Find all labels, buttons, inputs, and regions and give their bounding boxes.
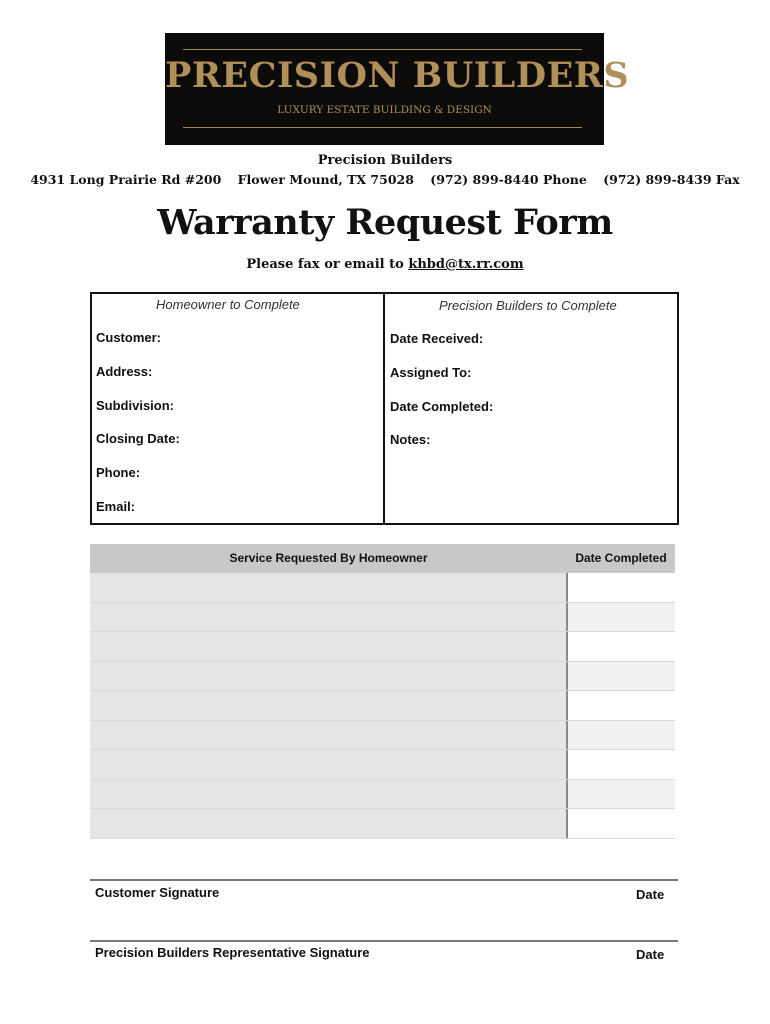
date-cell[interactable] bbox=[568, 691, 675, 720]
table-row bbox=[90, 809, 675, 839]
date-completed-column-header: Date Completed bbox=[575, 551, 667, 565]
company-logo bbox=[165, 33, 630, 145]
customer-signature-line[interactable] bbox=[90, 879, 678, 881]
company-phone: (972) 899-8440 Phone bbox=[430, 172, 587, 187]
date-cell[interactable] bbox=[568, 750, 675, 779]
date-cell[interactable] bbox=[568, 721, 675, 750]
builder-heading: Precision Builders to Complete bbox=[439, 298, 617, 313]
service-cell[interactable] bbox=[90, 780, 568, 809]
table-row bbox=[90, 721, 675, 751]
service-cell[interactable] bbox=[90, 721, 568, 750]
notes-field[interactable]: Notes: bbox=[390, 432, 431, 447]
table-row bbox=[90, 750, 675, 780]
date-cell[interactable] bbox=[568, 573, 675, 602]
representative-signature-label: Precision Builders Representative Signature bbox=[95, 945, 370, 960]
table-row bbox=[90, 632, 675, 662]
info-box-divider bbox=[383, 294, 385, 523]
company-street: 4931 Long Prairie Rd #200 bbox=[30, 172, 222, 187]
logo-top-rule bbox=[183, 49, 582, 50]
company-name: Precision Builders bbox=[317, 153, 453, 168]
email-field[interactable]: Email: bbox=[96, 499, 136, 514]
logo-tagline: LUXURY ESTATE BUILDING & DESIGN bbox=[277, 104, 492, 116]
company-contact-line bbox=[0, 172, 770, 187]
service-cell[interactable] bbox=[90, 750, 568, 779]
table-row bbox=[90, 573, 675, 603]
customer-date-label: Date bbox=[636, 887, 665, 902]
subdivision-field[interactable]: Subdivision: bbox=[96, 398, 174, 413]
email-link[interactable]: khbd@tx.rr.com bbox=[408, 257, 524, 272]
form-title: Warranty Request Form bbox=[157, 202, 613, 243]
date-cell[interactable] bbox=[568, 809, 675, 838]
date-completed-field[interactable]: Date Completed: bbox=[390, 399, 494, 414]
representative-signature-line[interactable] bbox=[90, 940, 678, 942]
service-cell[interactable] bbox=[90, 632, 568, 661]
company-fax: (972) 899-8439 Fax bbox=[603, 172, 740, 187]
phone-field[interactable]: Phone: bbox=[96, 465, 141, 480]
homeowner-heading: Homeowner to Complete bbox=[156, 297, 300, 312]
address-field[interactable]: Address: bbox=[96, 364, 153, 379]
instruction-text: Please fax or email to bbox=[246, 257, 409, 272]
table-row bbox=[90, 691, 675, 721]
date-cell[interactable] bbox=[568, 780, 675, 809]
info-box bbox=[90, 292, 679, 525]
logo-bottom-rule bbox=[183, 127, 582, 128]
date-cell[interactable] bbox=[568, 632, 675, 661]
service-table-header bbox=[90, 544, 675, 573]
service-cell[interactable] bbox=[90, 809, 568, 838]
date-cell[interactable] bbox=[568, 603, 675, 632]
date-received-field[interactable]: Date Received: bbox=[390, 331, 484, 346]
closing-date-field[interactable]: Closing Date: bbox=[96, 431, 180, 446]
date-cell[interactable] bbox=[568, 662, 675, 691]
service-cell[interactable] bbox=[90, 662, 568, 691]
logo-name: PRECISION BUILDERS bbox=[165, 55, 630, 96]
representative-date-label: Date bbox=[636, 947, 665, 962]
assigned-to-field[interactable]: Assigned To: bbox=[390, 365, 472, 380]
service-column-header: Service Requested By Homeowner bbox=[229, 551, 428, 565]
table-row bbox=[90, 603, 675, 633]
company-city: Flower Mound, TX 75028 bbox=[237, 172, 414, 187]
table-row bbox=[90, 662, 675, 692]
service-cell[interactable] bbox=[90, 691, 568, 720]
table-row bbox=[90, 780, 675, 810]
customer-field[interactable]: Customer: bbox=[96, 330, 162, 345]
customer-signature-label: Customer Signature bbox=[95, 885, 220, 900]
form-instruction bbox=[0, 257, 770, 272]
service-table bbox=[90, 544, 675, 839]
service-cell[interactable] bbox=[90, 573, 568, 602]
service-cell[interactable] bbox=[90, 603, 568, 632]
